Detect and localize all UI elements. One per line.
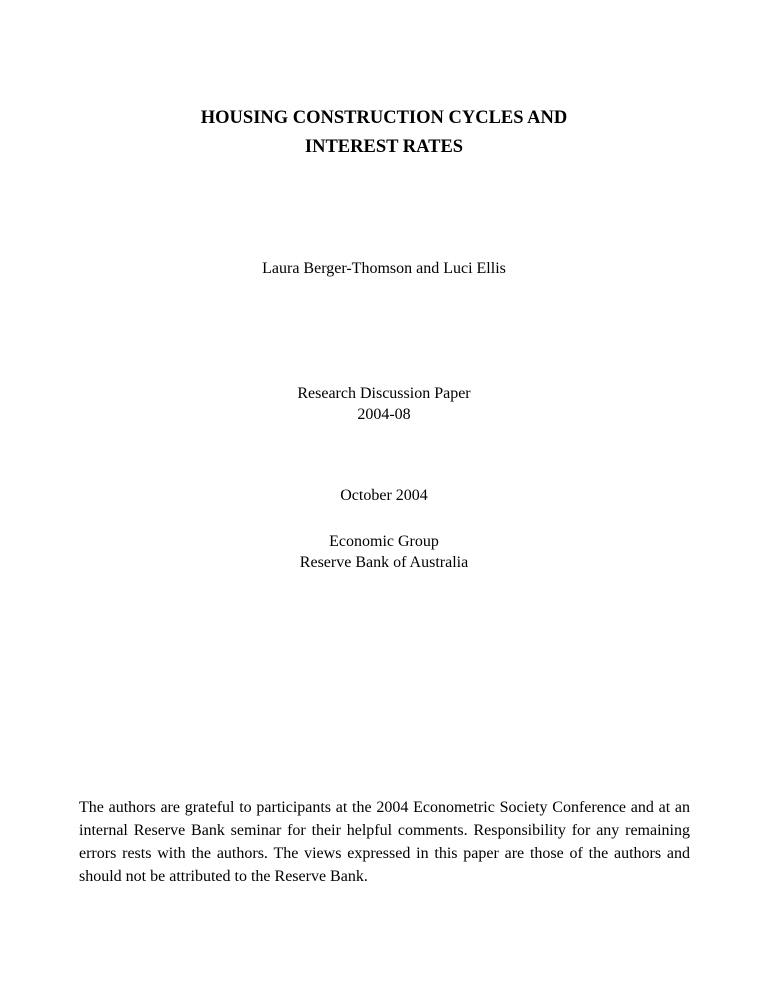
- paper-title-line-2: INTEREST RATES: [304, 137, 464, 157]
- author-names: Laura Berger-Thomson and Luci Ellis: [262, 260, 506, 277]
- department-name: Economic Group: [329, 533, 439, 550]
- acknowledgement-paragraph: The authors are grateful to participants at the 2004 Econometric Society Conference and at an internal Reserve Bank seminar for their helpful comments. Responsibility for any remaining errors rests with the authors. The views expressed in this paper are those of the authors and should not be attributed to the Reserve Bank.: [79, 799, 690, 885]
- paper-title: [0, 104, 768, 162]
- institution-name: Reserve Bank of Australia: [299, 554, 469, 571]
- organization-block: [0, 531, 768, 573]
- series-block: [0, 383, 768, 425]
- series-number: 2004-08: [357, 406, 411, 423]
- paper-title-line-1: HOUSING CONSTRUCTION CYCLES AND: [200, 108, 568, 128]
- series-name: Research Discussion Paper: [297, 385, 471, 402]
- publication-date: October 2004: [340, 487, 428, 504]
